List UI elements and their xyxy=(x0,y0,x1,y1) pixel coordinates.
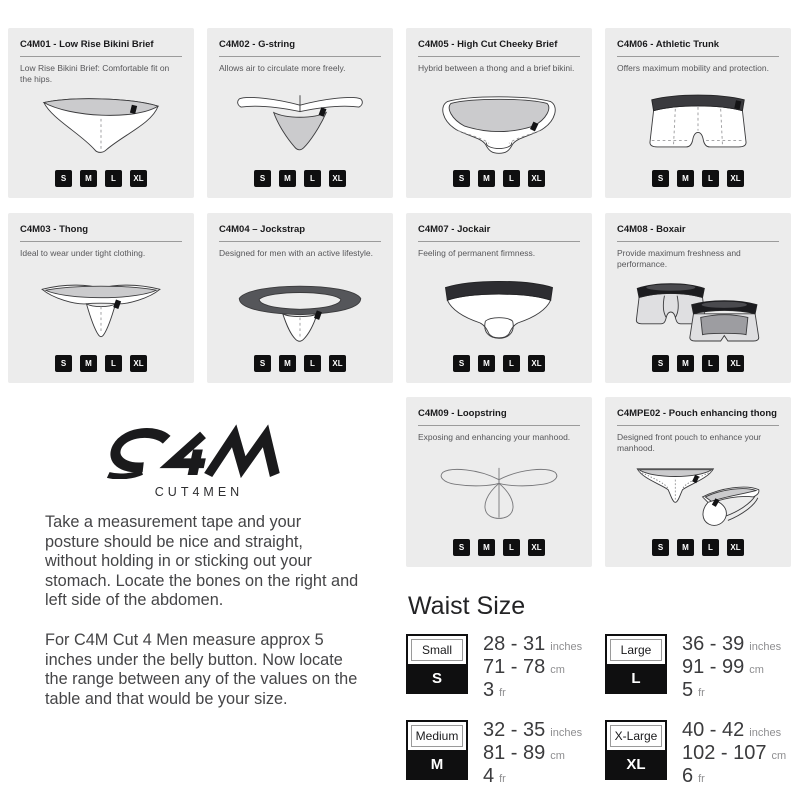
g-string-illustration xyxy=(219,84,381,170)
c4m-logo xyxy=(101,424,297,479)
fr-value: 6 xyxy=(682,765,694,787)
inches-unit: inches xyxy=(749,727,782,739)
measurements xyxy=(483,720,582,789)
measurements xyxy=(682,720,786,789)
title-divider xyxy=(20,56,182,57)
size-badge-l: L xyxy=(503,170,520,187)
product-card-c4m06 xyxy=(605,28,791,198)
title-divider xyxy=(20,241,182,242)
product-title: C4M05 - High Cut Cheeky Brief xyxy=(418,39,558,50)
size-badge-xl: XL xyxy=(727,170,744,187)
product-card-c4m08 xyxy=(605,213,791,383)
title-divider xyxy=(617,425,779,426)
size-badge-xl: XL xyxy=(727,539,744,556)
size-box-small xyxy=(406,634,468,694)
product-card-c4m04 xyxy=(207,213,393,383)
product-title: C4M01 - Low Rise Bikini Brief xyxy=(20,39,154,50)
title-divider xyxy=(617,241,779,242)
waist-row-large xyxy=(605,634,795,703)
boxair-illustration xyxy=(617,269,779,355)
size-badge-xl: XL xyxy=(130,355,147,372)
size-abbr: L xyxy=(607,664,665,692)
size-box-x-large xyxy=(605,720,667,780)
measurements xyxy=(682,634,781,703)
jockair-illustration xyxy=(418,269,580,355)
thong-illustration xyxy=(20,269,182,355)
title-divider xyxy=(418,425,580,426)
product-title: C4M04 – Jockstrap xyxy=(219,224,306,235)
size-badge-m: M xyxy=(279,355,296,372)
waist-size-section xyxy=(406,592,796,789)
size-badges xyxy=(418,355,580,374)
size-badges xyxy=(20,170,182,189)
loopstring-illustration xyxy=(418,453,580,539)
inches-value: 32 - 35 xyxy=(483,719,546,741)
inches-value: 28 - 31 xyxy=(483,633,546,655)
size-badge-xl: XL xyxy=(329,170,346,187)
size-badge-s: S xyxy=(652,355,669,372)
product-title: C4M02 - G-string xyxy=(219,39,296,50)
product-card-grid xyxy=(8,28,791,383)
product-description: Hybrid between a thong and a brief bikini. xyxy=(418,63,575,73)
product-description: Designed front pouch to enhance your manhood. xyxy=(617,432,762,453)
inches-value: 40 - 42 xyxy=(682,719,745,741)
product-description: Offers maximum mobility and protection. xyxy=(617,63,769,73)
cm-unit: cm xyxy=(749,664,764,676)
size-badge-s: S xyxy=(453,539,470,556)
cm-value: 91 - 99 xyxy=(682,656,745,678)
size-badge-xl: XL xyxy=(528,539,545,556)
title-divider xyxy=(617,56,779,57)
cm-value: 81 - 89 xyxy=(483,742,546,764)
size-badge-m: M xyxy=(478,170,495,187)
size-badges xyxy=(20,355,182,374)
size-badge-xl: XL xyxy=(130,170,147,187)
size-badge-l: L xyxy=(702,355,719,372)
size-badge-l: L xyxy=(503,539,520,556)
size-badge-s: S xyxy=(55,355,72,372)
product-card-c4m03 xyxy=(8,213,194,383)
size-badge-s: S xyxy=(55,170,72,187)
size-box-medium xyxy=(406,720,468,780)
waist-row-small xyxy=(406,634,605,703)
size-badges xyxy=(219,355,381,374)
fr-unit: fr xyxy=(499,687,506,699)
size-badge-m: M xyxy=(279,170,296,187)
size-badge-xl: XL xyxy=(727,355,744,372)
fr-value: 3 xyxy=(483,679,495,701)
size-label: X-Large xyxy=(610,725,662,747)
size-label: Small xyxy=(411,639,463,661)
title-divider xyxy=(418,241,580,242)
product-card-grid-row3 xyxy=(406,397,791,567)
size-badge-s: S xyxy=(453,355,470,372)
size-badge-m: M xyxy=(677,355,694,372)
size-badge-l: L xyxy=(105,355,122,372)
cm-value: 71 - 78 xyxy=(483,656,546,678)
size-abbr: XL xyxy=(607,750,665,778)
size-badge-m: M xyxy=(677,170,694,187)
size-abbr: S xyxy=(408,664,466,692)
size-badge-m: M xyxy=(80,355,97,372)
size-badges xyxy=(418,170,580,189)
size-badge-s: S xyxy=(652,170,669,187)
brand-block xyxy=(8,424,390,499)
product-description: Allows air to circulate more freely. xyxy=(219,63,346,73)
size-badges xyxy=(219,170,381,189)
size-badge-m: M xyxy=(478,539,495,556)
fr-unit: fr xyxy=(698,773,705,785)
size-badge-m: M xyxy=(478,355,495,372)
product-card-c4m02 xyxy=(207,28,393,198)
instructions-paragraph-2: For C4M Cut 4 Men measure approx 5 inches under the belly button. Now locate the range between any of the values on the table and that would be your size. xyxy=(45,630,358,708)
product-description: Designed for men with an active lifestyle. xyxy=(219,248,374,258)
product-title: C4M08 - Boxair xyxy=(617,224,686,235)
inches-value: 36 - 39 xyxy=(682,633,745,655)
size-label: Large xyxy=(610,639,662,661)
size-badge-s: S xyxy=(254,170,271,187)
fr-unit: fr xyxy=(499,773,506,785)
title-divider xyxy=(418,56,580,57)
fr-value: 5 xyxy=(682,679,694,701)
size-badges xyxy=(617,539,779,558)
size-badge-l: L xyxy=(105,170,122,187)
waist-row-medium xyxy=(406,720,605,789)
waist-size-title: Waist Size xyxy=(408,592,526,620)
size-badge-l: L xyxy=(503,355,520,372)
product-title: C4M07 - Jockair xyxy=(418,224,491,235)
title-divider xyxy=(219,56,381,57)
inches-unit: inches xyxy=(550,641,583,653)
size-badge-xl: XL xyxy=(329,355,346,372)
size-badges xyxy=(418,539,580,558)
size-box-large xyxy=(605,634,667,694)
product-card-c4m05 xyxy=(406,28,592,198)
jockstrap-illustration xyxy=(219,269,381,355)
product-description: Provide maximum freshness and performance. xyxy=(617,248,741,269)
size-badge-l: L xyxy=(702,170,719,187)
product-description: Feeling of permanent firmness. xyxy=(418,248,536,258)
size-badge-m: M xyxy=(677,539,694,556)
product-title: C4M09 - Loopstring xyxy=(418,408,507,419)
instructions-paragraph-1: Take a measurement tape and your posture should be nice and straight, without holding in or sticking out your stomach. Locate the bones on the right and left side of the abdomen. xyxy=(45,513,359,610)
athletic-trunk-illustration xyxy=(617,84,779,170)
low-rise-bikini-brief-illustration xyxy=(20,84,182,170)
product-card-c4m09 xyxy=(406,397,592,567)
product-title: C4M06 - Athletic Trunk xyxy=(617,39,720,50)
size-badge-s: S xyxy=(453,170,470,187)
size-badge-l: L xyxy=(702,539,719,556)
cm-unit: cm xyxy=(771,750,787,762)
product-card-c4m01 xyxy=(8,28,194,198)
size-badge-l: L xyxy=(304,170,321,187)
size-badge-xl: XL xyxy=(528,170,545,187)
measurements xyxy=(483,634,582,703)
cm-unit: cm xyxy=(550,664,565,676)
size-badge-l: L xyxy=(304,355,321,372)
pouch-enhancing-thong-illustration xyxy=(617,453,779,539)
size-badges xyxy=(617,355,779,374)
fr-value: 4 xyxy=(483,765,495,787)
cm-value: 102 - 107 xyxy=(682,742,767,764)
size-badges xyxy=(617,170,779,189)
fr-unit: fr xyxy=(698,687,705,699)
waist-row-x-large xyxy=(605,720,795,789)
product-card-c4mpe02 xyxy=(605,397,791,567)
product-description: Ideal to wear under tight clothing. xyxy=(20,248,146,258)
title-divider xyxy=(219,241,381,242)
size-badge-xl: XL xyxy=(528,355,545,372)
high-cut-cheeky-brief-illustration xyxy=(418,84,580,170)
cm-unit: cm xyxy=(550,750,565,762)
product-title: C4M03 - Thong xyxy=(20,224,89,235)
size-badge-m: M xyxy=(80,170,97,187)
inches-unit: inches xyxy=(550,727,583,739)
size-label: Medium xyxy=(411,725,463,747)
inches-unit: inches xyxy=(749,641,782,653)
size-abbr: M xyxy=(408,750,466,778)
product-title: C4MPE02 - Pouch enhancing thong xyxy=(617,408,777,419)
product-description: Low Rise Bikini Brief: Comfortable fit on the hips. xyxy=(20,63,170,84)
size-badge-s: S xyxy=(254,355,271,372)
product-card-c4m07 xyxy=(406,213,592,383)
size-badge-s: S xyxy=(652,539,669,556)
brand-name: CUT4MEN xyxy=(154,485,244,499)
product-description: Exposing and enhancing your manhood. xyxy=(418,432,571,442)
waist-size-table xyxy=(406,634,796,789)
measurement-instructions xyxy=(45,513,359,729)
